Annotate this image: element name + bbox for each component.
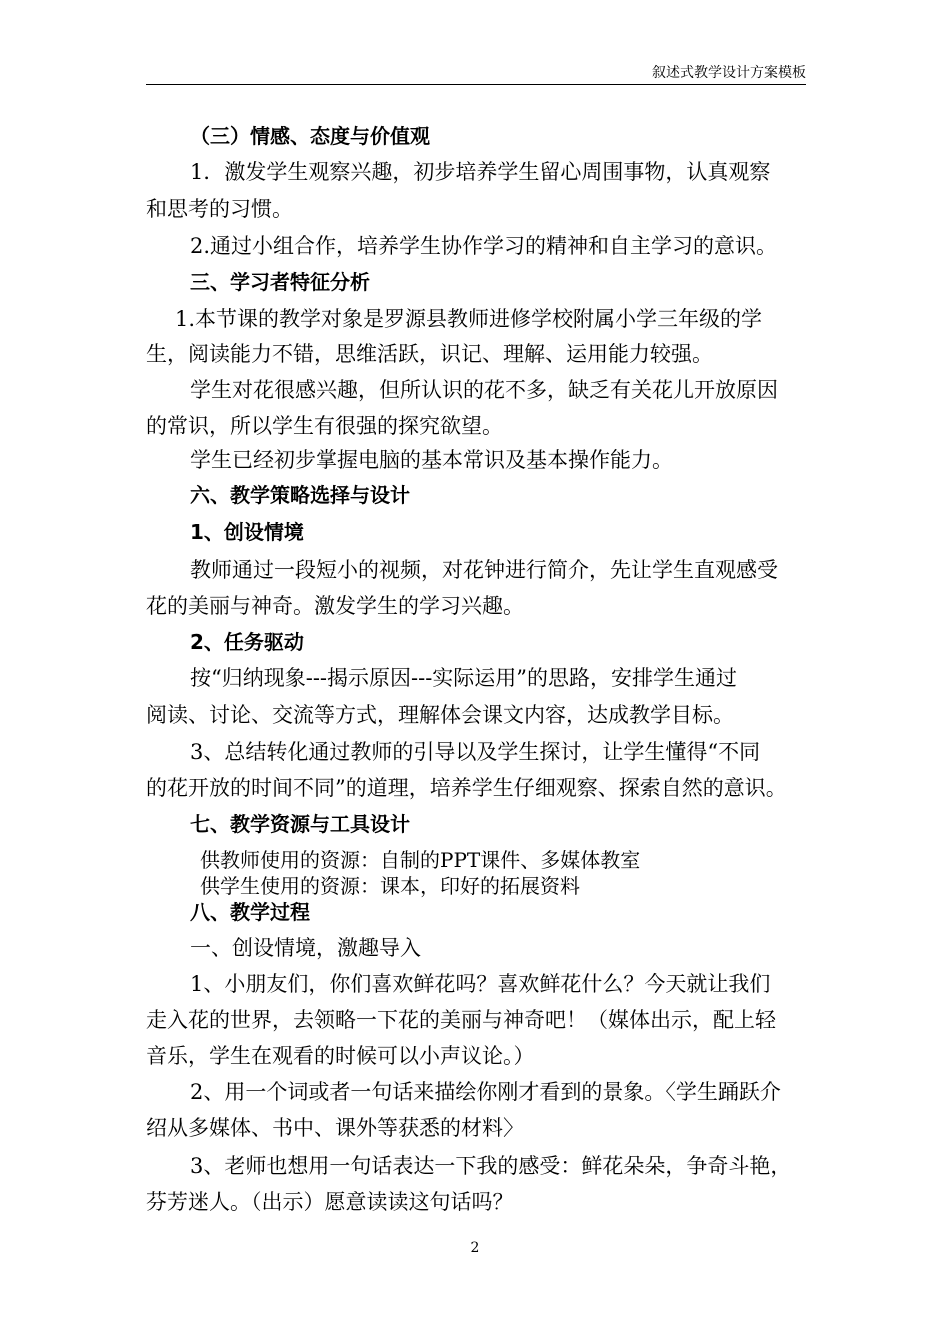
section-heading: （三）情感、态度与价值观 — [190, 124, 430, 148]
paragraph-line: 走入花的世界，去领略一下花的美丽与神奇吧！（媒体出示，配上轻 — [146, 1008, 776, 1032]
paragraph-line: 供学生使用的资源：课本，印好的拓展资料 — [200, 874, 580, 898]
subsection-heading: 2、任务驱动 — [190, 630, 304, 654]
page-number: 2 — [470, 1240, 480, 1256]
paragraph-line: 生，阅读能力不错，思维活跃，识记、理解、运用能力较强。 — [146, 342, 713, 366]
paragraph-line: 的花开放的时间不同”的道理，培养学生仔细观察、探索自然的意识。 — [146, 776, 787, 800]
paragraph-line: 芬芳迷人。（出示）愿意读读这句话吗？ — [146, 1190, 514, 1214]
paragraph-line: 一、创设情境，激趣导入 — [190, 936, 421, 960]
paragraph-line: 1、小朋友们，你们喜欢鲜花吗？喜欢鲜花什么？今天就让我们 — [190, 972, 771, 996]
section-heading: 八、教学过程 — [190, 900, 310, 924]
section-heading: 七、教学资源与工具设计 — [190, 812, 410, 836]
paragraph-line: 3、老师也想用一句话表达一下我的感受：鲜花朵朵，争奇斗艳， — [190, 1154, 792, 1178]
paragraph-line: 花的美丽与神奇。激发学生的学习兴趣。 — [146, 594, 524, 618]
paragraph-line: 2.通过小组合作，培养学生协作学习的精神和自主学习的意识。 — [190, 234, 778, 258]
paragraph-line: 供教师使用的资源：自制的PPT课件、多媒体教室 — [200, 848, 641, 872]
paragraph-line: 1.本节课的教学对象是罗源县教师进修学校附属小学三年级的学 — [175, 307, 763, 331]
page-header — [146, 62, 806, 85]
paragraph-line: 2、用一个词或者一句话来描绘你刚才看到的景象。〈学生踊跃介 — [190, 1080, 781, 1104]
section-heading: 六、教学策略选择与设计 — [190, 483, 410, 507]
paragraph-line: 学生对花很感兴趣，但所认识的花不多，缺乏有关花儿开放原因 — [190, 378, 778, 402]
paragraph-line: 和思考的习惯。 — [146, 197, 293, 221]
paragraph-line: 音乐，学生在观看的时候可以小声议论。） — [146, 1044, 535, 1068]
paragraph-line: 绍从多媒体、书中、课外等获悉的材料〉 — [146, 1116, 524, 1140]
paragraph-line: 教师通过一段短小的视频，对花钟进行简介，先让学生直观感受 — [190, 558, 778, 582]
paragraph-line: 3、总结转化通过教师的引导以及学生探讨，让学生懂得“不同 — [190, 740, 761, 764]
header-title: 叙述式教学设计方案模板 — [652, 65, 806, 81]
paragraph-line: 的常识，所以学生有很强的探究欲望。 — [146, 414, 503, 438]
subsection-heading: 1、创设情境 — [190, 520, 304, 544]
paragraph-line: 1．激发学生观察兴趣，初步培养学生留心周围事物，认真观察 — [190, 160, 771, 184]
paragraph-line: 阅读、讨论、交流等方式，理解体会课文内容，达成教学目标。 — [146, 703, 734, 727]
paragraph-line: 按“归纳现象---揭示原因---实际运用”的思路，安排学生通过 — [190, 666, 738, 690]
section-heading: 三、学习者特征分析 — [190, 270, 370, 294]
paragraph-line: 学生已经初步掌握电脑的基本常识及基本操作能力。 — [190, 448, 673, 472]
